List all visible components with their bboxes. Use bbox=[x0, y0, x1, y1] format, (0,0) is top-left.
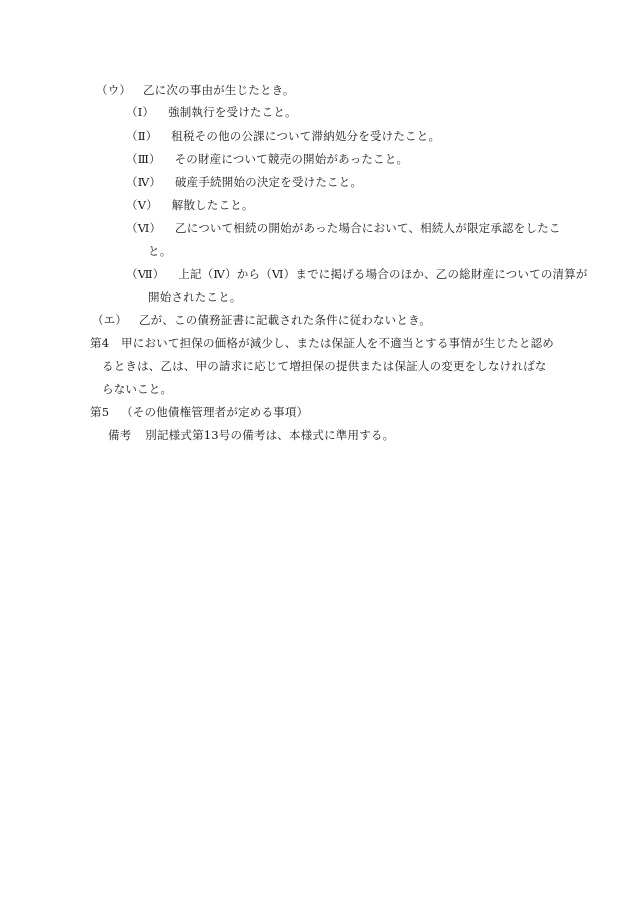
sub-item-1-label: （Ⅰ） bbox=[126, 105, 155, 119]
item-e bbox=[92, 312, 431, 328]
sub-item-2-text: 租税その他の公課について滞納処分を受けたこと。 bbox=[171, 129, 441, 143]
sub-item-6 bbox=[126, 220, 561, 236]
sub-item-1-text: 強制執行を受けたこと。 bbox=[168, 105, 297, 119]
section-4-line-1 bbox=[90, 335, 554, 351]
section-5-title: （その他債権管理者が定める事項） bbox=[121, 405, 309, 419]
sub-item-4-label: （Ⅳ） bbox=[126, 175, 162, 189]
section-5-label: 第5 bbox=[90, 405, 110, 419]
sub-item-7-continuation: 開始されたこと。 bbox=[148, 290, 242, 304]
sub-item-6-continuation: と。 bbox=[148, 244, 172, 258]
sub-item-5 bbox=[126, 197, 254, 213]
sub-item-7-text: 上記（Ⅳ）から（Ⅵ）までに掲げる場合のほか、乙の総財産についての清算が bbox=[178, 267, 588, 281]
sub-item-2-label: （Ⅱ） bbox=[126, 129, 158, 143]
sub-item-7 bbox=[126, 266, 588, 282]
sub-item-5-text: 解散したこと。 bbox=[171, 198, 254, 212]
sub-item-6-text: 乙について相続の開始があった場合において、相続人が限定承認をしたこ bbox=[175, 221, 561, 235]
sub-item-4-text: 破産手続開始の決定を受けたこと。 bbox=[174, 175, 363, 189]
item-u-label: （ウ） bbox=[96, 83, 132, 97]
remarks bbox=[108, 427, 394, 443]
item-u-text: 乙に次の事由が生じたとき。 bbox=[142, 83, 295, 97]
sub-item-6-label: （Ⅵ） bbox=[126, 221, 162, 235]
sub-item-1 bbox=[126, 104, 297, 120]
item-e-label: （エ） bbox=[92, 313, 128, 327]
item-u bbox=[96, 82, 295, 98]
sub-item-5-label: （Ⅴ） bbox=[126, 198, 158, 212]
sub-item-2 bbox=[126, 128, 440, 144]
section-4-line-1-text: 甲において担保の価格が減少し、または保証人を不適当とする事情が生じたと認め bbox=[121, 336, 554, 350]
section-5 bbox=[90, 404, 308, 420]
sub-item-3-label: （Ⅲ） bbox=[126, 152, 161, 166]
section-4-label: 第4 bbox=[90, 336, 110, 350]
sub-item-7-label: （Ⅶ） bbox=[126, 267, 165, 281]
sub-item-4 bbox=[126, 174, 362, 190]
sub-item-3-text: その財産について競売の開始があったこと。 bbox=[174, 152, 409, 166]
section-4-line-2: るときは、乙は、甲の請求に応じて増担保の提供または保証人の変更をしなければな bbox=[102, 359, 547, 373]
remarks-text: 別記様式第13号の備考は、本様式に準用する。 bbox=[145, 428, 395, 442]
sub-item-3 bbox=[126, 151, 408, 167]
section-4-line-3: らないこと。 bbox=[102, 382, 173, 396]
remarks-label: 備考 bbox=[108, 428, 132, 442]
item-e-text: 乙が、この債務証書に記載された条件に従わないとき。 bbox=[138, 313, 432, 327]
